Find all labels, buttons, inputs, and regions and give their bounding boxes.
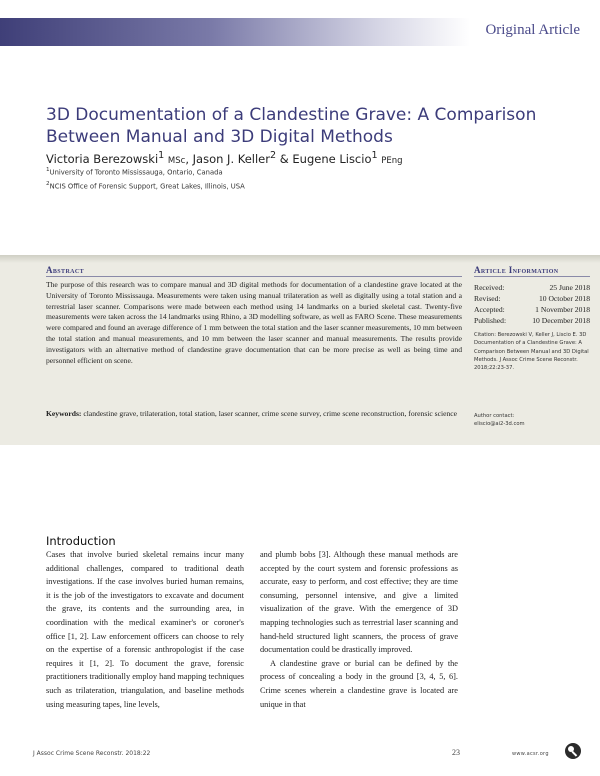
date-value: 25 June 2018 xyxy=(549,283,590,292)
contact-label: Author contact: xyxy=(474,413,515,419)
author-affiliation-sup: 1 xyxy=(371,150,378,161)
author-list xyxy=(46,150,403,166)
date-row xyxy=(474,315,590,326)
date-row xyxy=(474,304,590,315)
citation-text: Citation: Berezowski V, Keller J, Liscio E. 3D Documentation of a Clandestine Grave: A Comparison Between Manual and 3D Digital Methods. J Assoc Crime Scene Reconstr. 2018;22:23-37. xyxy=(474,332,589,372)
article-info-divider xyxy=(474,276,590,277)
header-gradient xyxy=(0,18,470,46)
author-contact xyxy=(474,412,590,429)
article-dates xyxy=(474,282,590,326)
author-affiliation-sup: 1 xyxy=(158,150,165,161)
affiliation-text: University of Toronto Mississauga, Ontario, Canada xyxy=(49,168,223,177)
affiliation-sup: 1 xyxy=(46,167,50,173)
abstract-text: The purpose of this research was to compare manual and 3D digital methods for documentation of a clandestine grave located at the University of Toronto Mississauga. Measurements were taken using manual trilateration as well as digitally using a total station and a terrestrial laser scanner. Comparisons were made between each method using 14 landmarks on a buried skeletal cast. Twenty-five measurements were taken across the 14 landmarks using Rhino, a 3D modelling software, as well as FARO Scene. These measurements were compared and found an average difference of 1 mm between the total station and the laser scanner measurements, 10 mm between the total station and manual measurements, and 10 mm between the laser scanner and manual measurements. The results provide investigators with an alternative method of clandestine grave documentation that can be more precise as well as being time and personnel efficient on scene. xyxy=(46,280,462,365)
keywords-label: Keywords: xyxy=(46,409,82,418)
affiliation xyxy=(46,167,223,176)
affiliation xyxy=(46,181,245,190)
article-title: 3D Documentation of a Clandestine Grave: A Comparison Between Manual and 3D Digital Methods xyxy=(46,105,537,147)
author-name: Jason J. Keller xyxy=(192,151,270,166)
date-value: 10 December 2018 xyxy=(532,316,590,325)
keywords-text: clandestine grave, trilateration, total station, laser scanner, crime scene survey, crime scene reconstruction, forensic science xyxy=(83,409,458,418)
body-column-left xyxy=(46,548,244,711)
date-row xyxy=(474,282,590,293)
acsr-logo-icon xyxy=(564,742,582,760)
body-column-right xyxy=(260,548,458,711)
date-key: Revised: xyxy=(474,294,501,303)
author-affiliation-sup: 2 xyxy=(270,150,277,161)
introduction-heading: Introduction xyxy=(46,534,116,548)
date-row xyxy=(474,293,590,304)
body-paragraph: and plumb bobs [3]. Although these manual methods are accepted by the court system and forensic professions as accurate, easy to perform, and cost effective; they are time consuming, personnel intensive, and give a limited visualization of the grave. With the emergence of 3D mapping technologies such as terrestrial laser scanning and hand-held structured light scanners, the process of grave documentation could be drastically improved. xyxy=(260,550,458,655)
author-degree: MSc xyxy=(167,155,186,166)
author-degree: PEng xyxy=(381,155,403,166)
author-separator: & xyxy=(276,151,293,166)
author-separator: , xyxy=(185,151,193,166)
contact-email[interactable]: eliscio@ai2-3d.com xyxy=(474,421,525,428)
page-number: 23 xyxy=(452,748,460,757)
affiliation-text: NCIS Office of Forensic Support, Great Lakes, Illinois, USA xyxy=(49,182,245,191)
footer-journal: J Assoc Crime Scene Reconstr. 2018:22 xyxy=(33,750,151,757)
abstract-divider xyxy=(46,276,462,277)
affiliation-sup: 2 xyxy=(46,181,50,187)
date-key: Published: xyxy=(474,316,507,325)
date-key: Accepted: xyxy=(474,305,505,314)
date-value: 1 November 2018 xyxy=(535,305,590,314)
abstract-label: Abstract xyxy=(46,265,85,275)
article-info-label: Article Information xyxy=(474,265,559,275)
date-value: 10 October 2018 xyxy=(538,294,590,303)
keywords xyxy=(46,409,462,420)
date-key: Received: xyxy=(474,283,505,292)
body-paragraph: A clandestine grave or burial can be defined by the process of concealing a body in the ground [3, 4, 5, 6]. Crime scenes wherein a clandestine grave is located are unique in that xyxy=(260,658,458,709)
article-type-label: Original Article xyxy=(485,22,580,38)
author-name: Eugene Liscio xyxy=(292,151,372,166)
author-name: Victoria Berezowski xyxy=(46,151,159,166)
header-bar xyxy=(0,18,600,46)
footer-url[interactable]: www.acsr.org xyxy=(512,751,549,757)
abstract-band-shadow xyxy=(0,255,600,263)
body-paragraph: Cases that involve buried skeletal remains incur many additional challenges, compared to traditional death investigations. If the case involves buried human remains, it is the job of the investigators to excavate and document the grave, its contents and the surrounding area, in coordination with the medical examiner's or coroner's office [1, 2]. Law enforcement officers can choose to rely on the expertise of a forensic anthropologist if the case requires it [1, 2]. To document the grave, forensic practitioners traditionally employ hand mapping techniques such as trilateration, triangulation, and baseline methods using measuring tapes, line levels, xyxy=(46,550,244,709)
